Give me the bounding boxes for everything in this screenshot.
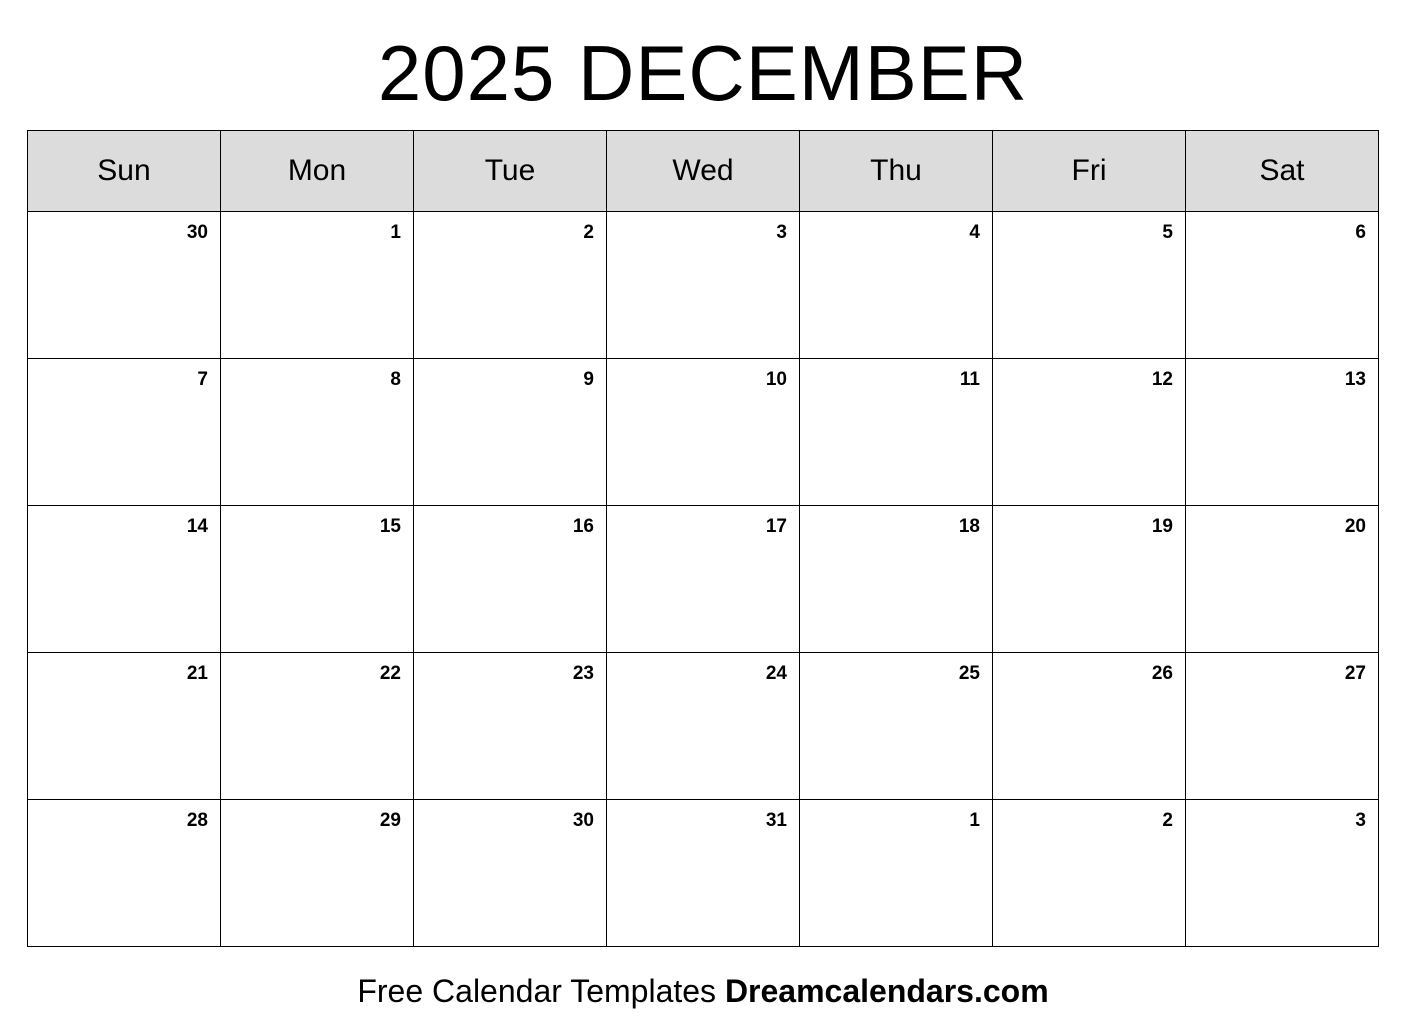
day-cell[interactable]: 8 [221, 359, 414, 506]
day-cell[interactable]: 16 [414, 506, 607, 653]
day-cell[interactable]: 1 [221, 212, 414, 359]
calendar-week-row [28, 800, 1379, 947]
calendar-week-row [28, 359, 1379, 506]
day-cell[interactable]: 14 [28, 506, 221, 653]
weekday-header-thu: Thu [800, 131, 993, 212]
day-cell[interactable]: 21 [28, 653, 221, 800]
calendar-week-row [28, 212, 1379, 359]
day-cell[interactable]: 11 [800, 359, 993, 506]
weekday-header-fri: Fri [993, 131, 1186, 212]
day-cell[interactable]: 12 [993, 359, 1186, 506]
day-cell[interactable]: 17 [607, 506, 800, 653]
day-cell[interactable]: 30 [414, 800, 607, 947]
day-cell[interactable]: 1 [800, 800, 993, 947]
day-cell[interactable]: 27 [1186, 653, 1379, 800]
day-cell[interactable]: 28 [28, 800, 221, 947]
day-cell[interactable]: 13 [1186, 359, 1379, 506]
page-title: 2025 DECEMBER [377, 29, 1029, 117]
day-cell[interactable]: 19 [993, 506, 1186, 653]
day-cell[interactable]: 22 [221, 653, 414, 800]
calendar-week-row [28, 653, 1379, 800]
day-cell[interactable]: 3 [607, 212, 800, 359]
weekday-header-sun: Sun [28, 131, 221, 212]
day-cell[interactable]: 6 [1186, 212, 1379, 359]
day-cell[interactable]: 15 [221, 506, 414, 653]
weekday-header-sat: Sat [1186, 131, 1379, 212]
day-cell[interactable]: 2 [414, 212, 607, 359]
weekday-header-mon: Mon [221, 131, 414, 212]
calendar-week-row [28, 506, 1379, 653]
day-cell[interactable]: 3 [1186, 800, 1379, 947]
day-cell[interactable]: 30 [28, 212, 221, 359]
footer-lead-text: Free Calendar Templates [357, 973, 725, 1009]
day-cell[interactable]: 4 [800, 212, 993, 359]
day-cell[interactable]: 18 [800, 506, 993, 653]
weekday-header-row [28, 131, 1379, 212]
weekday-header-wed: Wed [607, 131, 800, 212]
day-cell[interactable]: 9 [414, 359, 607, 506]
footer-credit [0, 973, 1406, 1010]
weekday-header-tue: Tue [414, 131, 607, 212]
day-cell[interactable]: 20 [1186, 506, 1379, 653]
day-cell[interactable]: 7 [28, 359, 221, 506]
day-cell[interactable]: 2 [993, 800, 1186, 947]
day-cell[interactable]: 29 [221, 800, 414, 947]
footer-brand-link[interactable]: Dreamcalendars.com [724, 973, 1049, 1009]
calendar-grid [27, 130, 1379, 947]
day-cell[interactable]: 23 [414, 653, 607, 800]
day-cell[interactable]: 31 [607, 800, 800, 947]
day-cell[interactable]: 26 [993, 653, 1186, 800]
day-cell[interactable]: 25 [800, 653, 993, 800]
day-cell[interactable]: 5 [993, 212, 1186, 359]
day-cell[interactable]: 10 [607, 359, 800, 506]
day-cell[interactable]: 24 [607, 653, 800, 800]
